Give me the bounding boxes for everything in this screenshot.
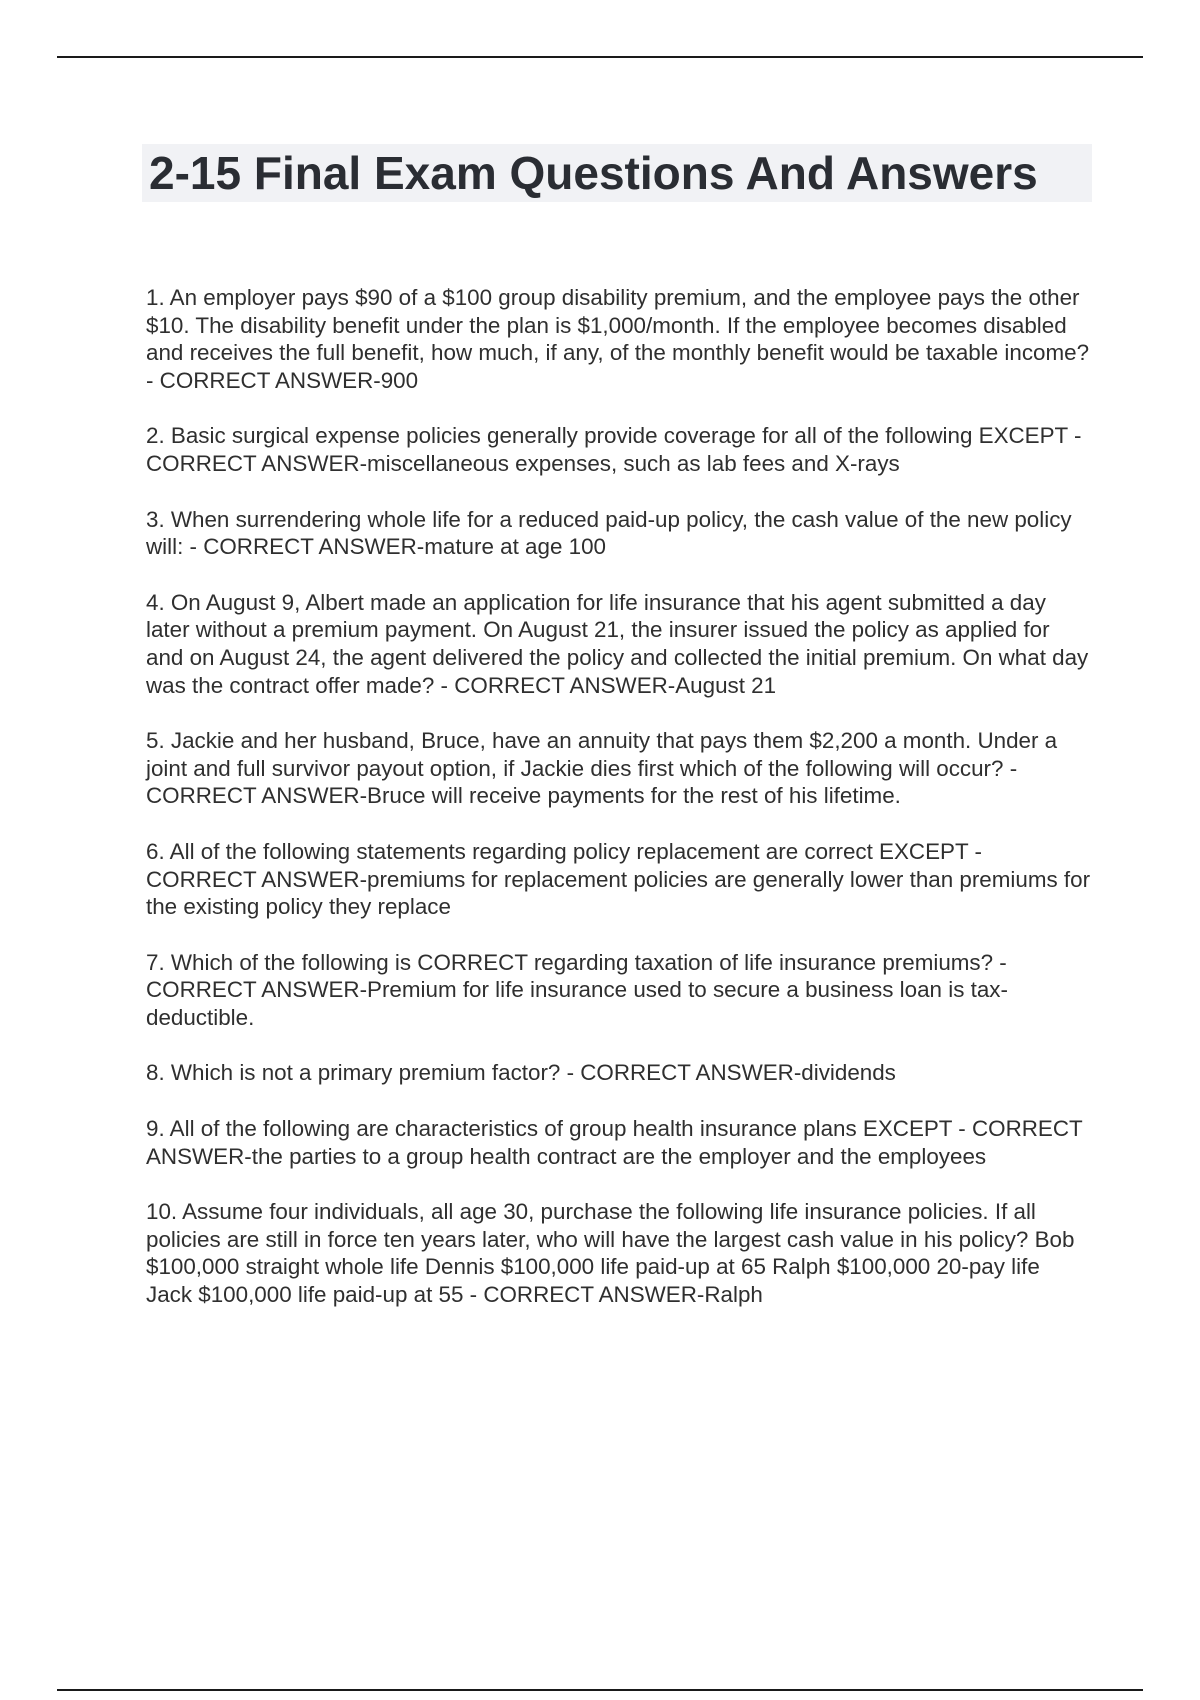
top-rule <box>57 56 1143 58</box>
question-3: 3. When surrendering whole life for a reduced paid-up policy, the cash value of the new policy will: - CORRECT ANSWER-mature at age 100 <box>146 506 1072 560</box>
bottom-rule <box>57 1689 1143 1691</box>
question-2: 2. Basic surgical expense policies generally provide coverage for all of the following EXCEPT - CORRECT ANSWER-miscellaneous expenses, such as lab fees and X-rays <box>146 423 1082 476</box>
question-8: 8. Which is not a primary premium factor? - CORRECT ANSWER-dividends <box>146 1060 896 1086</box>
question-9: 9. All of the following are characteristics of group health insurance plans EXCEPT - CORRECT ANSWER-the parties to a group health contract are the employer and the employees <box>146 1116 1083 1169</box>
question-4: 4. On August 9, Albert made an application for life insurance that his agent submitted a day later without a premium payment. On August 21, the insurer issued the policy as applied for and on August 24, the agent delivered the policy and collected the initial premium. On what day was the contract offer made? - CORRECT ANSWER-August 21 <box>146 589 1089 698</box>
question-10: 10. Assume four individuals, all age 30, purchase the following life insurance policies. If all policies are still in force ten years later, who will have the largest cash value in his policy? Bob $100,000 straight whole life Dennis $100,000 life paid-up at 65 Ralph $100,000 20-pay life Jack $100,000 life paid-up at 55 - CORRECT ANSWER-Ralph <box>146 1199 1075 1308</box>
question-6: 6. All of the following statements regarding policy replacement are correct EXCEPT - CORRECT ANSWER-premiums for replacement policies are generally lower than premiums for the existing policy they replace <box>146 838 1091 920</box>
title-banner <box>142 144 1092 202</box>
question-1: 1. An employer pays $90 of a $100 group disability premium, and the employee pays the other $10. The disability benefit under the plan is $1,000/month. If the employee becomes disabled and receives the full benefit, how much, if any, of the monthly benefit would be taxable income? - CORRECT ANSWER-900 <box>146 285 1090 393</box>
question-list <box>146 284 1092 1337</box>
question-5: 5. Jackie and her husband, Bruce, have an annuity that pays them $2,200 a month. Under a joint and full survivor payout option, if Jackie dies first which of the following will occur? - CORRECT ANSWER-Bruce will receive payments for the rest of his lifetime. <box>146 728 1058 809</box>
question-7: 7. Which of the following is CORRECT regarding taxation of life insurance premiums? - CORRECT ANSWER-Premium for life insurance used to secure a business loan is tax-deductible. <box>146 949 1008 1030</box>
page-title: 2-15 Final Exam Questions And Answers <box>149 147 1038 199</box>
